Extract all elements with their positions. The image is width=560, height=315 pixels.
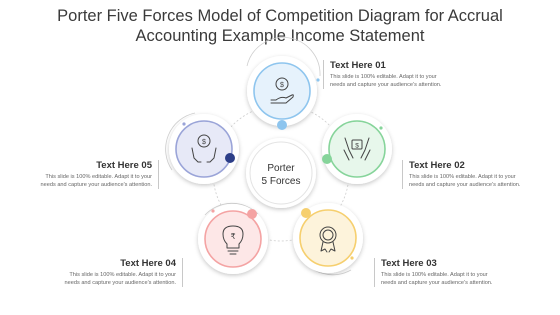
- center-line-1: Porter: [267, 163, 295, 174]
- text-block-heading: Text Here 03: [381, 258, 437, 269]
- svg-text:$: $: [202, 139, 206, 146]
- svg-text:₹: ₹: [230, 232, 236, 241]
- text-block-heading: Text Here 04: [120, 258, 176, 269]
- text-block-heading: Text Here 01: [330, 60, 386, 71]
- description-line: needs and capture your audience's attention.: [40, 181, 152, 188]
- title-line-1: Porter Five Forces Model of Competition Diagram for Accrual: [57, 7, 503, 25]
- force-node-05[interactable]: [166, 113, 239, 184]
- title-line-2: Accounting Example Income Statement: [135, 27, 425, 45]
- svg-text:$: $: [280, 82, 284, 89]
- text-block-02: [402, 160, 539, 189]
- text-block-description: [381, 272, 511, 287]
- center-label: [248, 147, 314, 203]
- description-line: needs and capture your audience's attention.: [64, 279, 176, 286]
- description-line: This slide is 100% editable. Adapt it to your: [381, 272, 488, 278]
- svg-text:$: $: [355, 142, 359, 150]
- description-line: This slide is 100% editable. Adapt it to your: [330, 74, 437, 80]
- description-line: This slide is 100% editable. Adapt it to your: [409, 174, 516, 180]
- text-block-05: [22, 160, 159, 189]
- force-node-03[interactable]: [293, 203, 363, 275]
- text-block-03: [374, 258, 511, 287]
- description-line: This slide is 100% editable. Adapt it to your: [45, 174, 152, 180]
- text-block-description: [22, 174, 152, 189]
- force-node-01[interactable]: [247, 37, 320, 130]
- text-block-description: [330, 74, 460, 89]
- text-block-04: [46, 258, 183, 287]
- force-node-04[interactable]: [198, 203, 268, 274]
- text-block-description: [46, 272, 176, 287]
- text-block-heading: Text Here 05: [96, 160, 152, 171]
- text-block-heading: Text Here 02: [409, 160, 465, 171]
- center-line-2: 5 Forces: [261, 176, 301, 187]
- description-line: needs and capture your audience's attention.: [330, 81, 442, 88]
- text-block-01: [323, 60, 460, 89]
- text-block-description: [409, 174, 539, 189]
- description-line: needs and capture your audience's attention.: [381, 279, 493, 286]
- force-node-02[interactable]: [322, 114, 392, 184]
- description-line: This slide is 100% editable. Adapt it to your: [69, 272, 176, 278]
- description-line: needs and capture your audience's attention.: [409, 181, 521, 188]
